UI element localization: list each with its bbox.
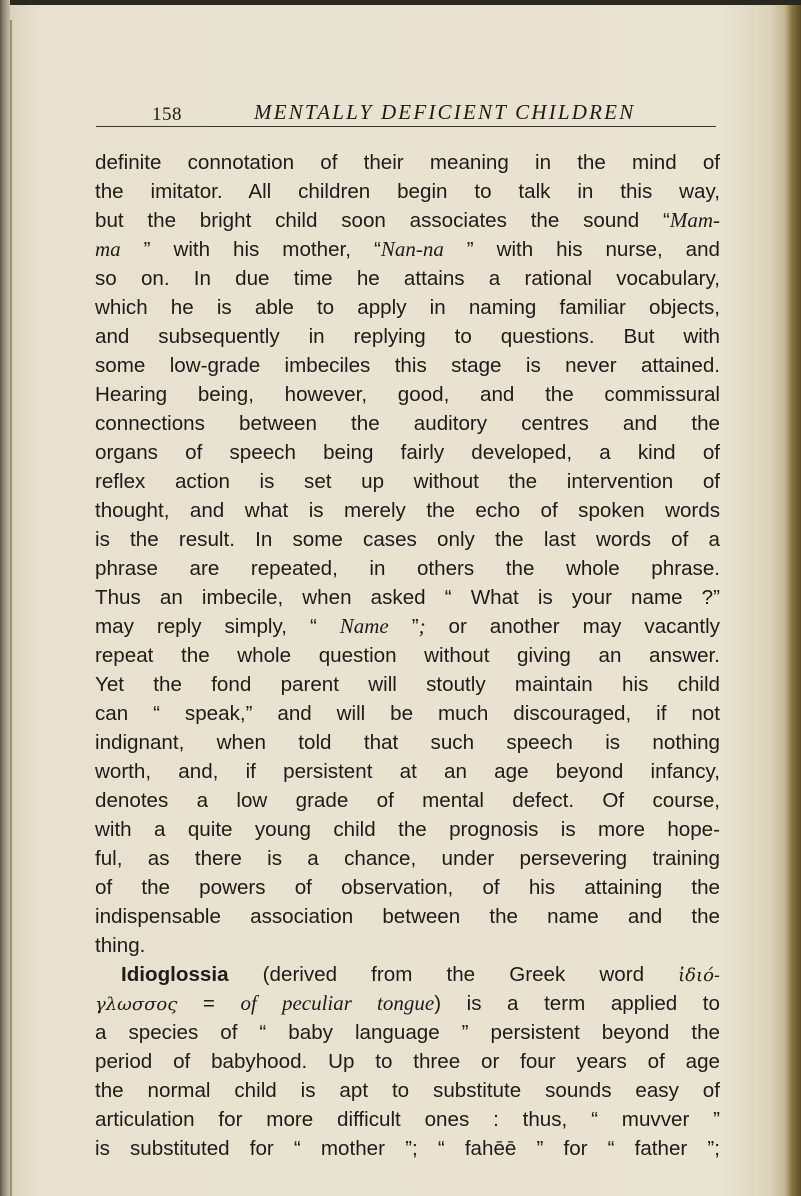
text-line <box>95 1018 720 1047</box>
page-top-edge <box>0 0 801 5</box>
text-run: a species of “ baby language ” persistent beyond the <box>95 1021 720 1044</box>
text-line <box>95 293 720 322</box>
text-run: repeat the whole question without giving an answer. <box>95 644 720 667</box>
text-line <box>95 380 720 409</box>
text-line <box>95 844 720 873</box>
running-title: MENTALLY DEFICIENT CHILDREN <box>254 100 636 124</box>
text-run: indispensable association between the name and the <box>95 905 720 928</box>
text-run: ) is a term applied to <box>434 992 720 1015</box>
text-run: of the powers of observation, of his attaining the <box>95 876 720 899</box>
greek-word: ἰδιό- <box>678 965 720 986</box>
text-run: worth, and, if persistent at an age beyond infancy, <box>95 760 720 783</box>
text-run: or another may vacantly <box>425 615 720 638</box>
text-line <box>95 206 720 235</box>
text-run: ful, as there is a chance, under persevering training <box>95 847 720 870</box>
binding-shadow-line <box>10 20 12 1196</box>
text-run: ” <box>388 615 419 638</box>
text-run: definite connotation of their meaning in the mind of <box>95 151 720 174</box>
text-line <box>95 1047 720 1076</box>
body-text <box>95 148 720 1163</box>
text-run: thing. <box>95 934 146 957</box>
text-line <box>95 525 720 554</box>
text-line <box>95 873 720 902</box>
text-line <box>95 902 720 931</box>
text-line <box>95 815 720 844</box>
text-line <box>95 931 720 960</box>
italic-text: Nan-na <box>380 237 444 261</box>
text-run: the imitator. All children begin to talk in this way, <box>95 180 720 203</box>
text-line <box>95 264 720 293</box>
text-run: so on. In due time he attains a rational vocabulary, <box>95 267 720 290</box>
text-run: articulation for more difficult ones : thus, “ muvver ” <box>95 1108 720 1131</box>
italic-text: Name <box>339 614 389 638</box>
text-line <box>95 148 720 177</box>
text-line <box>95 351 720 380</box>
text-line <box>95 757 720 786</box>
text-line <box>95 235 720 264</box>
text-run: = <box>177 992 241 1015</box>
text-line <box>95 960 720 989</box>
text-line <box>95 496 720 525</box>
italic-text: Mam- <box>669 208 720 232</box>
text-run: organs of speech being fairly developed, a kind of <box>95 441 720 464</box>
text-run: but the bright child soon associates the sound “ <box>95 209 670 232</box>
text-run: can “ speak,” and will be much discouraged, if not <box>95 702 720 725</box>
text-line <box>95 641 720 670</box>
greek-word: γλωσσος <box>95 994 178 1015</box>
text-line <box>95 467 720 496</box>
text-run: connections between the auditory centres and the <box>95 412 720 435</box>
text-run: (derived from the Greek word <box>228 963 679 986</box>
text-run: the normal child is apt to substitute sounds easy of <box>95 1079 720 1102</box>
text-run: with a quite young child the prognosis is more hope- <box>95 818 720 841</box>
text-line <box>95 177 720 206</box>
text-run: phrase are repeated, in others the whole phrase. <box>95 557 720 580</box>
text-run: ” with his nurse, and <box>443 238 721 261</box>
text-line <box>95 670 720 699</box>
text-run: reflex action is set up without the intervention of <box>95 470 720 493</box>
text-run: may reply simply, “ <box>95 615 340 638</box>
text-line <box>95 699 720 728</box>
page-binding-edge <box>0 0 10 1196</box>
text-run: thought, and what is merely the echo of spoken words <box>95 499 720 522</box>
text-run: ” with his mother, “ <box>120 238 381 261</box>
text-run: some low-grade imbeciles this stage is never attained. <box>95 354 720 377</box>
text-run: is substituted for “ mother ”; “ fahēē ” for “ father ”; <box>95 1137 720 1160</box>
text-run: indignant, when told that such speech is nothing <box>95 731 720 754</box>
text-run: Thus an imbecile, when asked “ What is your name ?” <box>95 586 720 609</box>
text-run: Hearing being, however, good, and the commissural <box>95 383 720 406</box>
text-line <box>95 554 720 583</box>
text-run: and subsequently in replying to questions. But with <box>95 325 720 348</box>
term-heading: Idioglossia <box>121 963 229 986</box>
text-line <box>95 1076 720 1105</box>
text-run: denotes a low grade of mental defect. Of course, <box>95 789 720 812</box>
italic-text: of peculiar tongue <box>240 991 435 1015</box>
text-line <box>95 989 720 1018</box>
text-run: which he is able to apply in naming familiar objects, <box>95 296 720 319</box>
page-number: 158 <box>152 104 182 125</box>
text-line <box>95 728 720 757</box>
italic-text: ; <box>418 614 426 638</box>
text-line <box>95 583 720 612</box>
text-line <box>95 409 720 438</box>
text-run: Yet the fond parent will stoutly maintain his child <box>95 673 720 696</box>
text-line <box>95 1105 720 1134</box>
text-line <box>95 438 720 467</box>
text-line <box>95 322 720 351</box>
text-run: period of babyhood. Up to three or four years of age <box>95 1050 720 1073</box>
header-rule <box>96 126 716 127</box>
text-line <box>95 786 720 815</box>
text-line <box>95 1134 720 1163</box>
text-run: is the result. In some cases only the last words of a <box>95 528 720 551</box>
text-line <box>95 612 720 641</box>
italic-text: ma <box>95 237 121 261</box>
